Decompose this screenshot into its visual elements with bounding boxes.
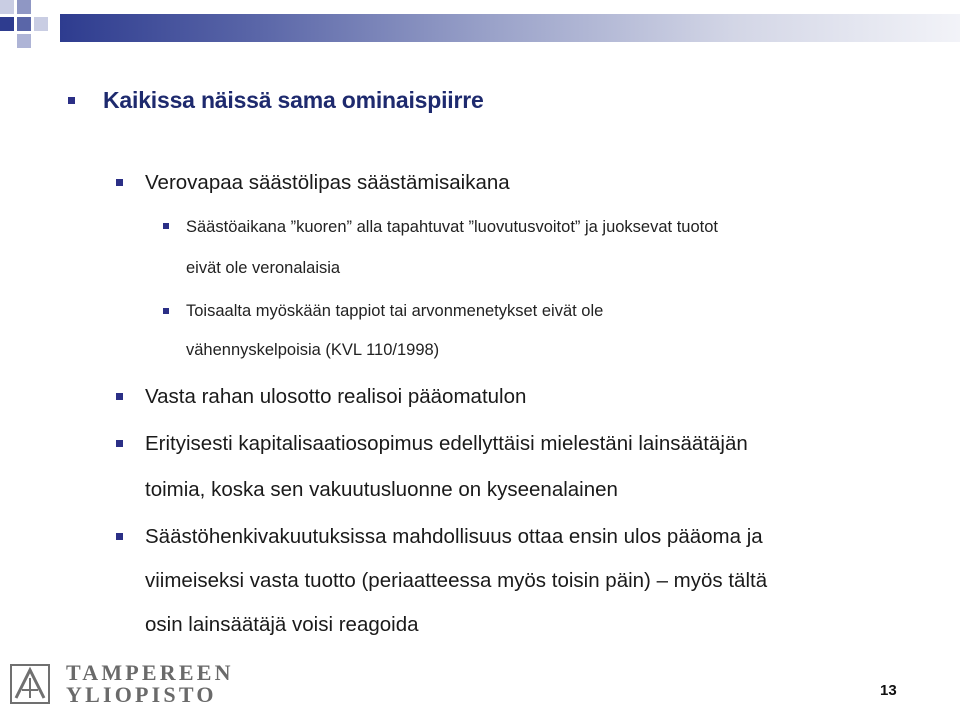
bullet-text-line: Säästöhenkivakuutuksissa mahdollisuus ottaa ensin ulos pääoma ja bbox=[145, 525, 763, 548]
sub-bullet-text-line: Toisaalta myöskään tappiot tai arvonmenetykset eivät ole bbox=[186, 302, 604, 320]
university-logo bbox=[10, 660, 240, 708]
sub-bullet-text-line: Säästöaikana ”kuoren” alla tapahtuvat ”luovutusvoitot” ja juoksevat tuotot bbox=[186, 218, 718, 236]
decorative-squares bbox=[0, 0, 60, 60]
bullet-text-line: Erityisesti kapitalisaatiosopimus edellyttäisi mielestäni lainsäätäjän bbox=[145, 432, 748, 455]
bullet-text-line: viimeiseksi vasta tuotto (periaatteessa myös toisin päin) – myös tältä bbox=[145, 569, 768, 592]
logo-text-line2: YLIOPISTO bbox=[66, 682, 217, 707]
bullet-text: Verovapaa säästölipas säästämisaikana bbox=[145, 171, 510, 194]
bullet-icon bbox=[116, 393, 123, 400]
header-gradient-bar bbox=[60, 14, 960, 42]
bullet-text-line: toimia, koska sen vakuutusluonne on kyseenalainen bbox=[145, 478, 618, 501]
bullet-icon bbox=[116, 440, 123, 447]
sub-bullet-icon bbox=[163, 308, 169, 314]
page-number: 13 bbox=[880, 682, 897, 699]
sub-bullet-icon bbox=[163, 223, 169, 229]
logo-text-line1: TAMPEREEN bbox=[66, 660, 234, 685]
bullet-icon bbox=[116, 179, 123, 186]
sub-bullet-text-line: eivät ole veronalaisia bbox=[186, 259, 341, 277]
slide-heading: Kaikissa näissä sama ominaispiirre bbox=[103, 87, 484, 113]
university-emblem-icon bbox=[10, 664, 50, 704]
sub-bullet-text-line: vähennyskelpoisia (KVL 110/1998) bbox=[186, 341, 440, 359]
bullet-text-line: osin lainsäätäjä voisi reagoida bbox=[145, 613, 419, 636]
heading-bullet-icon bbox=[68, 97, 75, 104]
bullet-icon bbox=[116, 533, 123, 540]
bullet-text: Vasta rahan ulosotto realisoi pääomatulon bbox=[145, 385, 527, 408]
